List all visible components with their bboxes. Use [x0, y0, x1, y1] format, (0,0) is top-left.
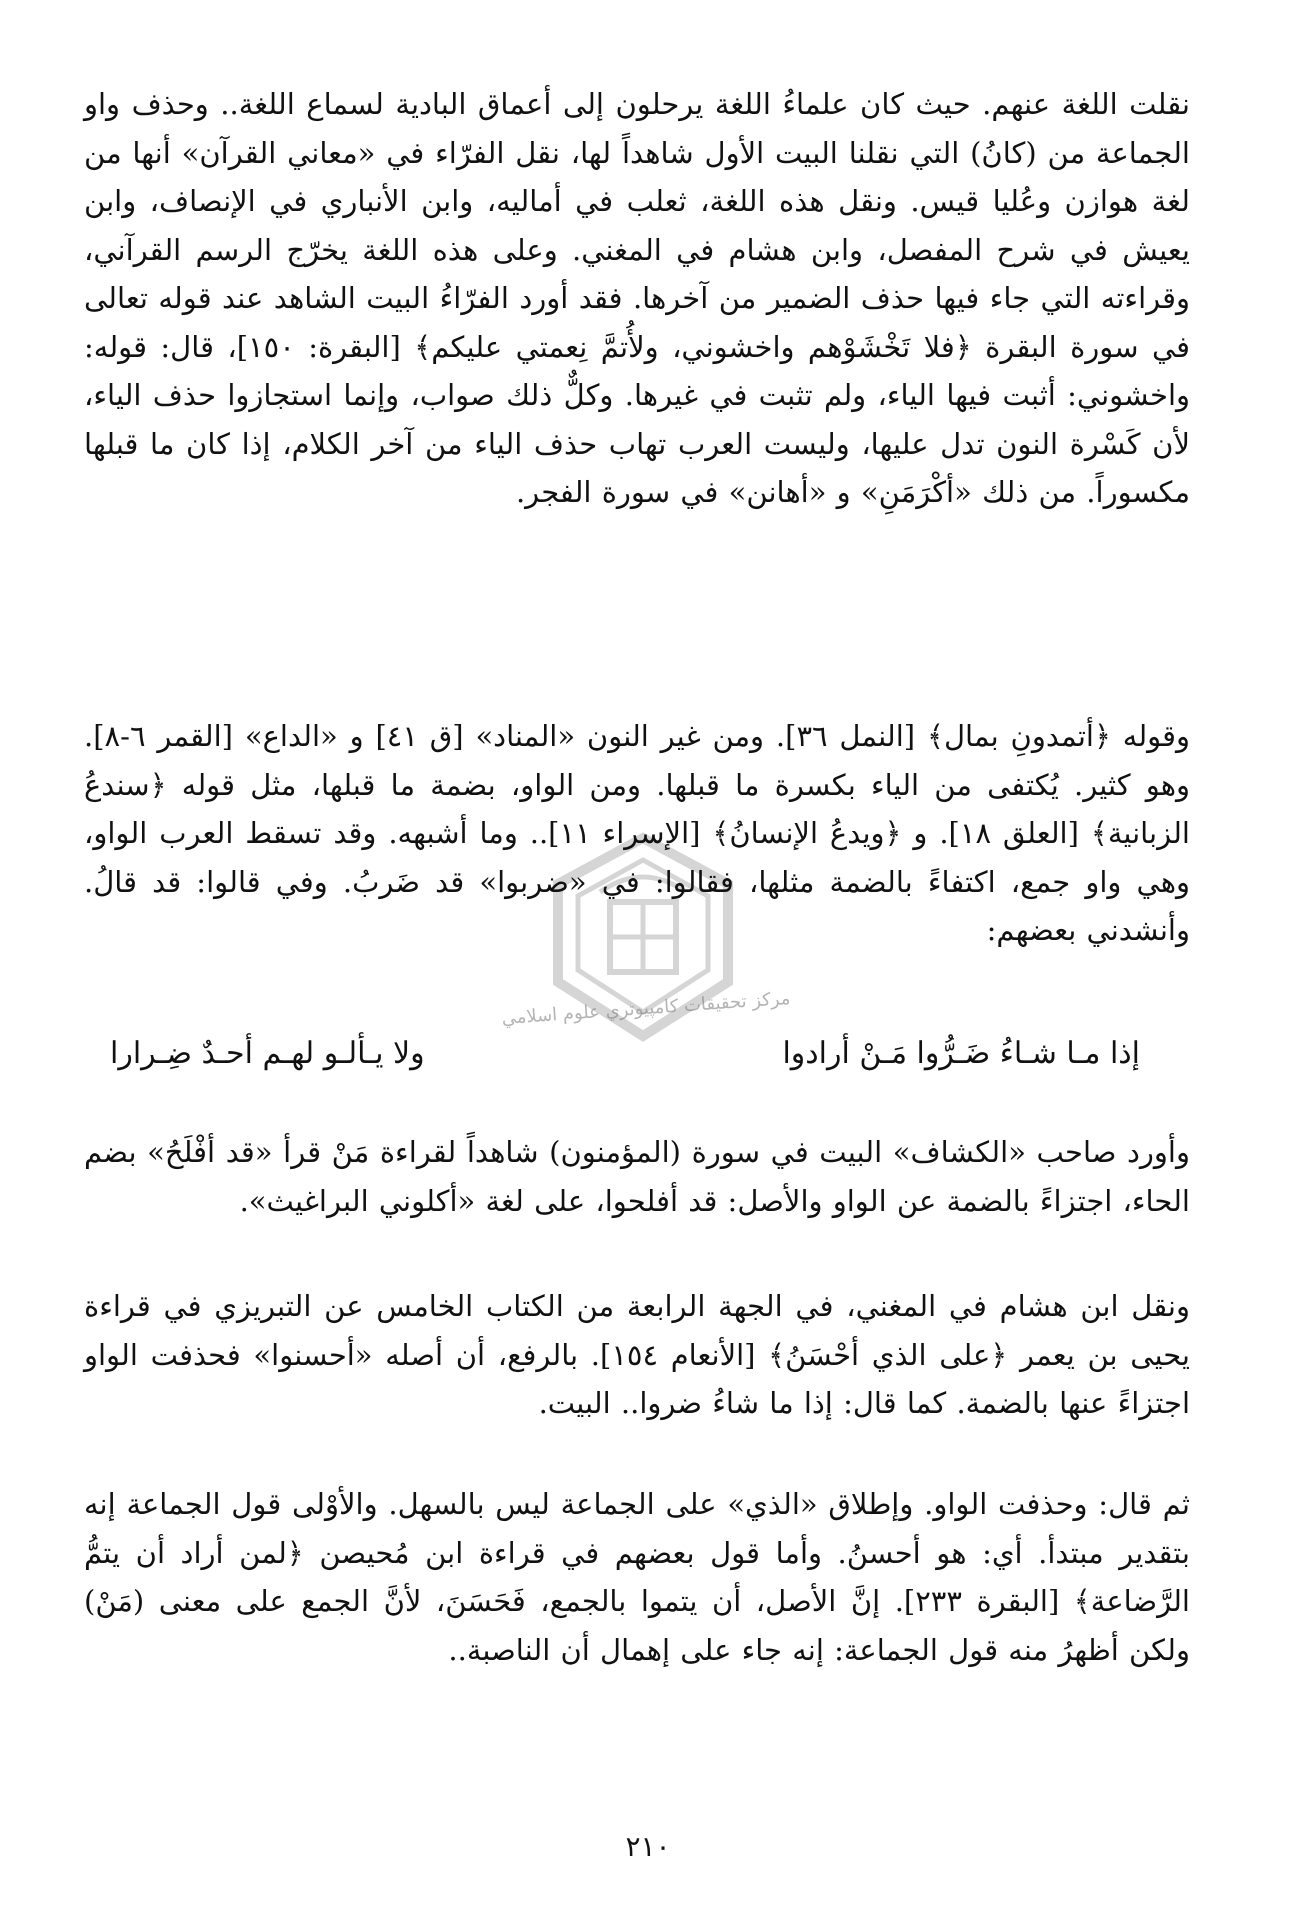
verse-first-hemistich: إذا مـا شـاءُ ضَـرُّوا مَـنْ أرادوا [782, 1036, 1140, 1071]
paragraph-5: ثم قال: وحذفت الواو. وإطلاق «الذي» على الجماعة ليس بالسهل. والأوْلى قول الجماعة إنه بتقدير مبتدأ. أي: هو أحسنُ. وأما قول بعضهم في قراءة ابن مُحيصن ﴿لمن أراد أن يتمُّ الرَّضاعة﴾ [البقرة ٢٣٣]. إنَّ الأصل، أن يتموا بالجمع، فَحَسَنَ، لأنَّ الجمع على معنى (مَنْ) ولكن أظهرُ منه قول الجماعة: إنه جاء على إهمال أن الناصبة.. [84, 1487, 1190, 1667]
paragraph-1: نقلت اللغة عنهم. حيث كان علماءُ اللغة يرحلون إلى أعماق البادية لسماع اللغة.. وحذف واو الجماعة من (كانُ) التي نقلنا البيت الأول شاهداً لها، نقل الفرّاء في «معاني القرآن» أنها من لغة هوازن وعُليا قيس. ونقل هذه اللغة، ثعلب في أماليه، وابن الأنباري في الإنصاف، وابن يعيش في شرح المفصل، وابن هشام في المغني. وعلى هذه اللغة يخرّج الرسم القرآني، وقراءته التي جاء فيها حذف الضمير من آخرها. فقد أورد الفرّاءُ البيت الشاهد عند قوله تعالى في سورة البقرة ﴿فلا تَخْشَوْهم واخشوني، ولأُتمَّ نِعمتي عليكم﴾ [البقرة: ١٥٠]، قال: قوله: واخشوني: أثبت فيها الياء، ولم تثبت في غيرها. وكلٌّ ذلك صواب، وإنما استجازوا حذف الياء، لأن كَسْرة النون تدل عليها، وليست العرب تهاب حذف الياء من آخر الكلام، إذا كان ما قبلها مكسوراً. من ذلك «أكْرَمَنِ» و «أهانن» في سورة الفجر. [84, 87, 1190, 509]
verse-second-hemistich: ولا يـألـو لهـم أحـدٌ ضِـرارا [110, 1036, 425, 1071]
page-number: ٢١٠ [625, 1830, 671, 1863]
paragraph-2: وقوله ﴿أتمدونِ بمال﴾ [النمل ٣٦]. ومن غير النون «المناد» [ق ٤١] و «الداع» [القمر ٦-٨]. وهو كثير. يُكتفى من الياء بكسرة ما قبلها. ومن الواو، بضمة ما قبلها، مثل قوله ﴿سندعُ الزبانية﴾ [العلق ١٨]. و ﴿ويدعُ الإنسانُ﴾ [الإسراء ١١].. وما أشبهه. وقد تسقط العرب الواو، وهي واو جمع، اكتفاءً بالضمة مثلها، فقالوا: في «ضربوا» قد ضَربُ. وفي قالوا: قد قالُ. وأنشدني بعضهم: [84, 719, 1191, 947]
poetry-verse [110, 1026, 1140, 1082]
paragraph-4: ونقل ابن هشام في المغني، في الجهة الرابعة من الكتاب الخامس عن التبريزي في قراءة يحيى بن يعمر ﴿على الذي أحْسَنُ﴾ [الأنعام ١٥٤]. بالرفع، أن أصله «أحسنوا» فحذفت الواو اجتزاءً عنها بالضمة. كما قال: إذا ما شاءُ ضروا.. البيت. [84, 1289, 1190, 1420]
paragraph-3: وأورد صاحب «الكشاف» البيت في سورة (المؤمنون) شاهداً لقراءة مَنْ قرأ «قد أفْلَحُ» بضم الحاء، اجتزاءً بالضمة عن الواو والأصل: قد أفلحوا، على لغة «أكلوني البراغيث». [84, 1135, 1190, 1218]
watermark-caption: مركز تحقيقات كامپيوتري علوم اسلامي [501, 987, 791, 1030]
